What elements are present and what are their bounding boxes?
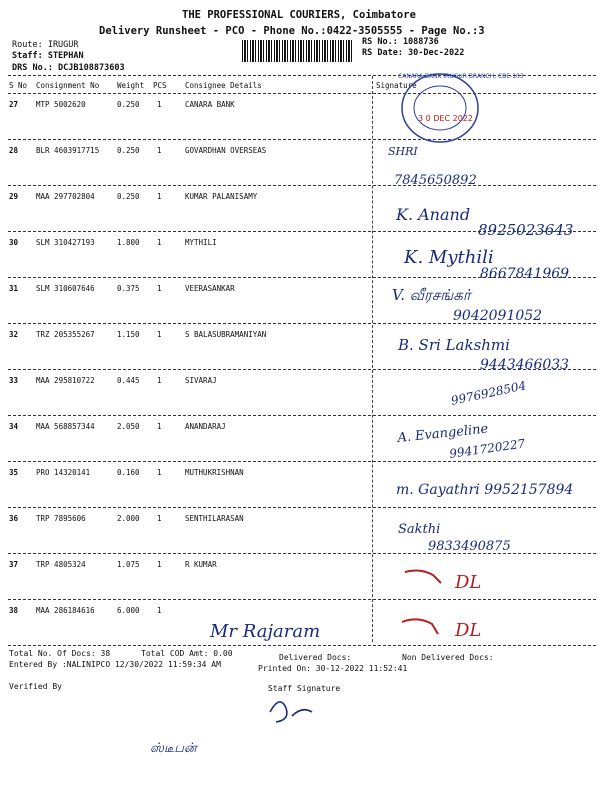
row-consignment: MAA 295810722: [36, 376, 95, 385]
row-weight: 0.375: [117, 284, 140, 293]
row-sno: 31: [9, 284, 19, 293]
sig-staff: [150, 702, 312, 756]
sig-row-37-dl: DL: [455, 572, 482, 593]
route: Route: IRUGUR: [12, 40, 79, 50]
col-pcs: PCS: [153, 81, 167, 90]
col-weight: Weight: [117, 81, 145, 90]
verified-by-label: Verified By: [9, 682, 62, 691]
printed-on: Printed On: 30-12-2022 11:52:41: [258, 664, 408, 673]
sig-row-36-b: 9833490875: [428, 539, 511, 554]
row-sno: 36: [9, 514, 19, 523]
staff-signature-label: Staff Signature: [268, 684, 341, 693]
stamp-date: 3 0 DEC 2022: [418, 114, 473, 123]
row-weight: 6.000: [117, 606, 140, 615]
row-sno: 30: [9, 238, 19, 247]
row-consignee: R KUMAR: [185, 560, 217, 569]
row-sno: 29: [9, 192, 19, 201]
row-weight: 1.150: [117, 330, 140, 339]
sig-row-31-a: V. வீரசங்கர்: [392, 286, 471, 304]
sig-row-32-a: B. Sri Lakshmi: [398, 336, 510, 354]
row-sno: 32: [9, 330, 19, 339]
row-weight: 1.800: [117, 238, 140, 247]
row-sno: 27: [9, 100, 19, 109]
row-consignee: VEERASANKAR: [185, 284, 235, 293]
sig-staff-name: ஸ்டீபன்: [150, 741, 197, 756]
row-consignment: TRP 4805324: [36, 560, 86, 569]
sig-row-28-b: 7845650892: [394, 173, 477, 188]
bank-stamp: [398, 73, 524, 142]
row-weight: 0.445: [117, 376, 140, 385]
sig-row-30-a: K. Mythili: [404, 247, 494, 268]
row-pcs: 1: [157, 238, 162, 247]
row-consignee: SIVARAJ: [185, 376, 217, 385]
row-consignment: SLM 310427193: [36, 238, 95, 247]
rs-number: RS No.: 1088736: [362, 37, 439, 47]
row-weight: 1.075: [117, 560, 140, 569]
row-weight: 0.250: [117, 100, 140, 109]
entered-by: Entered By :NALINIPCO 12/30/2022 11:59:34 AM: [9, 660, 221, 669]
sig-row-38-dl: DL: [455, 620, 482, 641]
row-sno: 28: [9, 146, 19, 155]
sig-row-35: m. Gayathri 9952157894: [396, 482, 574, 498]
sig-row-29-b: 8925023643: [478, 221, 574, 239]
row-consignee: MYTHILI: [185, 238, 217, 247]
row-consignee: SENTHILARASAN: [185, 514, 244, 523]
row-consignee: MUTHUKRISHNAN: [185, 468, 244, 477]
row-consignment: BLR 4603917715: [36, 146, 100, 155]
page-title: THE PROFESSIONAL COURIERS, Coimbatore: [182, 9, 416, 21]
row-consignee: GOVARDHAN OVERSEAS: [185, 146, 267, 155]
row-sno: 37: [9, 560, 19, 569]
sig-row-32-b: 9443466033: [480, 357, 570, 373]
row-consignee: KUMAR PALANISAMY: [185, 192, 258, 201]
row-consignment: TRZ 205355267: [36, 330, 95, 339]
row-weight: 2.050: [117, 422, 140, 431]
sig-row-36-a: Sakthi: [398, 522, 441, 537]
row-pcs: 1: [157, 606, 162, 615]
col-sno: S No: [9, 81, 28, 90]
sig-row-29-a: K. Anand: [396, 205, 471, 224]
sig-row-37: [405, 571, 481, 593]
total-cod: Total COD Amt: 0.00: [141, 649, 233, 658]
row-sno: 33: [9, 376, 19, 385]
col-consignment: Consignment No: [36, 81, 100, 90]
row-consignment: SLM 310607646: [36, 284, 95, 293]
non-delivered-docs: Non Delivered Docs:: [402, 653, 494, 662]
row-consignment: MTP 5002620: [36, 100, 86, 109]
row-consignment: TRP 7895606: [36, 514, 86, 523]
row-weight: 0.250: [117, 192, 140, 201]
sig-row-28-a: SHRI: [388, 145, 418, 158]
sig-row-33: 9976928504: [449, 378, 528, 408]
row-consignee: S BALASUBRAMANIYAN: [185, 330, 267, 339]
sig-row-30-b: 8667841969: [480, 266, 570, 282]
total-docs: Total No. Of Docs: 38: [9, 649, 111, 658]
row-pcs: 1: [157, 284, 162, 293]
row-consignment: MAA 297702804: [36, 192, 95, 201]
footer-rule: [8, 645, 596, 646]
col-signature: Signature: [376, 81, 417, 90]
row-consignee: CANARA BANK: [185, 100, 235, 109]
row-consignment: MAA 568857344: [36, 422, 95, 431]
stamp-bank-text: CANARA BANK IRUGUR BRANCH, CBE-103: [398, 73, 524, 80]
row-weight: 2.000: [117, 514, 140, 523]
sig-row-31-b: 9042091052: [453, 308, 543, 324]
sig-row-34-b: 9941720227: [448, 436, 527, 461]
row-pcs: 1: [157, 146, 162, 155]
delivered-docs: Delivered Docs:: [279, 653, 352, 662]
drs-number: DRS No.: DCJB108873603: [12, 63, 125, 73]
row-sno: 34: [9, 422, 19, 431]
row-sno: 38: [9, 606, 19, 615]
sig-row-38-a: Mr Rajaram: [210, 621, 321, 642]
sig-row-38-b: [402, 619, 481, 641]
staff: Staff: STEPHAN: [12, 51, 84, 61]
row-pcs: 1: [157, 192, 162, 201]
row-sno: 35: [9, 468, 19, 477]
rs-date: RS Date: 30-Dec-2022: [362, 48, 465, 58]
row-weight: 0.160: [117, 468, 140, 477]
row-weight: 0.250: [117, 146, 140, 155]
row-consignee: ANANDARAJ: [185, 422, 226, 431]
row-pcs: 1: [157, 560, 162, 569]
col-consignee: Consignee Details: [185, 81, 262, 90]
row-pcs: 1: [157, 100, 162, 109]
runsheet-subtitle: Delivery Runsheet - PCO - Phone No.:0422-3505555 - Page No.:3: [99, 25, 485, 37]
row-pcs: 1: [157, 422, 162, 431]
row-pcs: 1: [157, 376, 162, 385]
row-pcs: 1: [157, 468, 162, 477]
row-pcs: 1: [157, 330, 162, 339]
row-consignment: MAA 286184616: [36, 606, 95, 615]
row-pcs: 1: [157, 514, 162, 523]
sig-row-34-a: A. Evangeline: [396, 421, 489, 446]
row-consignment: PRO 14320141: [36, 468, 91, 477]
